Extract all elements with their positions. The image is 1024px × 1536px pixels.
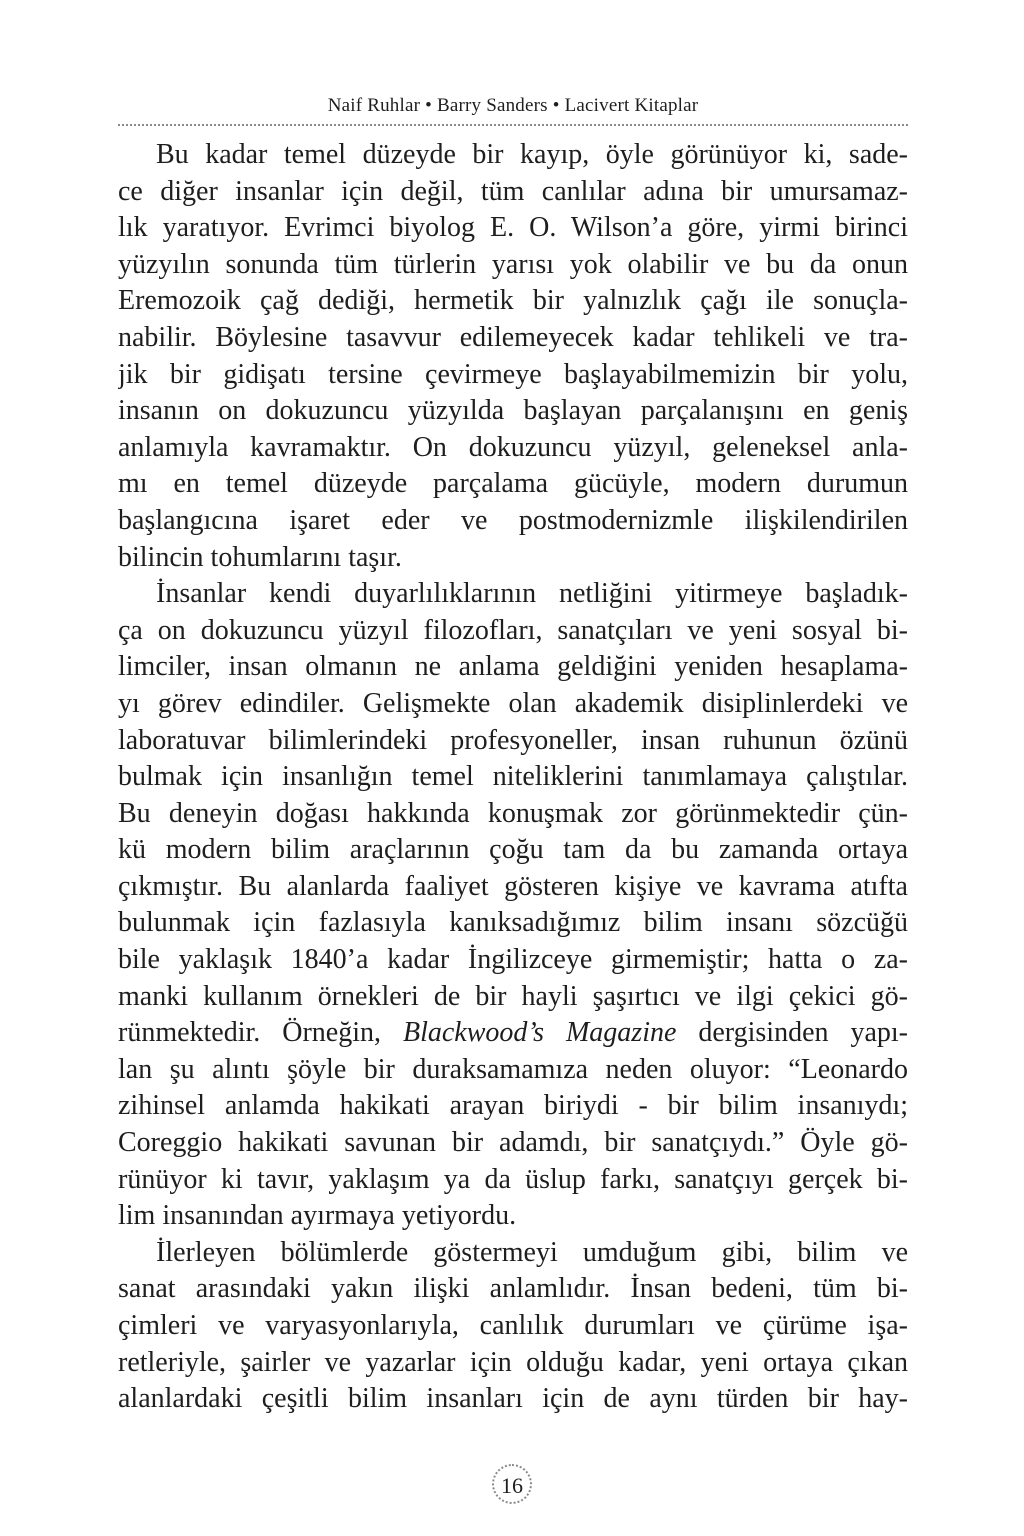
- text-line: kü modern bilim araçlarının çoğu tam da bu zamanda ortaya: [118, 834, 908, 866]
- text-line: [118, 1015, 908, 1052]
- paragraph-2: [118, 576, 908, 1235]
- text-line: nabilir. Böylesine tasavvur edilemeyecek kadar tehlikeli ve tra-: [118, 321, 908, 353]
- text-line: sanat arasındaki yakın ilişki anlamlıdır. İnsan bedeni, tüm bi-: [118, 1273, 908, 1305]
- text-line: Bu kadar temel düzeyde bir kayıp, öyle görünüyor ki, sade-: [156, 139, 908, 170]
- text-line: bilincin tohumlarını taşır.: [118, 541, 402, 573]
- text-line: ce diğer insanlar için değil, tüm canlılar adına bir umursamaz-: [118, 175, 908, 207]
- text-line: jik bir gidişatı tersine çevirmeye başlayabilmemizin bir yolu,: [118, 358, 908, 390]
- text-line: zihinsel anlamda hakikati arayan biriydi - bir bilim insanıydı;: [118, 1090, 908, 1122]
- header-book-title: Naif Ruhlar: [327, 95, 421, 116]
- text-line: bile yaklaşık 1840’a kadar İngilizceye girmemiştir; hatta o za-: [118, 944, 908, 976]
- text-run: rünmektedir. Örneğin,: [118, 1017, 403, 1049]
- text-line: manki kullanım örnekleri de bir hayli şaşırtıcı ve ilgi çekici gö-: [118, 980, 908, 1012]
- text-line: retleriyle, şairler ve yazarlar için olduğu kadar, yeni ortaya çıkan: [118, 1346, 908, 1378]
- text-line: anlamıyla kavramaktır. On dokuzuncu yüzyıl, geleneksel anla-: [118, 431, 908, 463]
- text-line: bulmak için insanlığın temel niteliklerini tanımlamaya çalıştılar.: [118, 761, 908, 793]
- text-line: İlerleyen bölümlerde göstermeyi umduğum gibi, bilim ve: [156, 1236, 908, 1268]
- text-line: yüzyılın sonunda tüm türlerin yarısı yok olabilir ve bu da onun: [118, 248, 908, 280]
- header-separator: •: [425, 95, 432, 116]
- text-line: yı görev edindiler. Gelişmekte olan akademik disiplinlerdeki ve: [118, 687, 908, 719]
- header-author: Barry Sanders: [436, 95, 548, 116]
- running-header: [118, 92, 908, 126]
- text-line: ça on dokuzuncu yüzyıl filozofları, sanatçıları ve yeni sosyal bi-: [118, 614, 908, 646]
- text-line: Eremozoik çağ dediği, hermetik bir yalnızlık çağı ile sonuçla-: [118, 285, 908, 317]
- text-line: çimleri ve varyasyonlarıyla, canlılık durumları ve çürüme işa-: [118, 1310, 908, 1341]
- header-publisher: Lacivert Kitaplar: [564, 95, 699, 116]
- text-line: İnsanlar kendi duyarlılıklarının netliğini yitirmeye başladık-: [156, 578, 908, 610]
- text-line: başlangıcına işaret eder ve postmodernizmle ilişkilendirilen: [118, 504, 908, 536]
- text-run: dergisinden yapı-: [676, 1017, 908, 1049]
- text-line: bulunmak için fazlasıyla kanıksadığımız bilim insanı sözcüğü: [118, 907, 908, 939]
- paragraph-1: [118, 137, 908, 576]
- text-line: lan şu alıntı şöyle bir duraksamamıza neden oluyor: “Leonardo: [118, 1053, 908, 1085]
- text-line: insanın on dokuzuncu yüzyılda başlayan parçalanışını en geniş: [118, 395, 908, 427]
- text-line: limciler, insan olmanın ne anlama geldiğini yeniden hesaplama-: [118, 651, 908, 683]
- text-line: alanlardaki çeşitli bilim insanları için de aynı türden bir hay-: [118, 1383, 908, 1415]
- page-number: 16: [492, 1464, 532, 1504]
- paragraph-3: [118, 1235, 908, 1418]
- text-line: Bu deneyin doğası hakkında konuşmak zor görünmektedir çün-: [118, 797, 908, 829]
- header-separator: •: [552, 95, 560, 116]
- text-line: lık yaratıyor. Evrimci biyolog E. O. Wilson’a göre, yirmi birinci: [118, 212, 908, 244]
- body-text: [118, 137, 908, 1418]
- text-line: Coreggio hakikati savunan bir adamdı, bir sanatçıydı.” Öyle gö-: [118, 1127, 908, 1159]
- text-line: rünüyor ki tavır, yaklaşım ya da üslup farkı, sanatçıyı gerçek bi-: [118, 1163, 908, 1195]
- text-line: lim insanından ayırmaya yetiyordu.: [118, 1200, 517, 1232]
- text-line: mı en temel düzeyde parçalama gücüyle, modern durumun: [118, 468, 908, 500]
- page-footer: [0, 1464, 1024, 1504]
- magazine-title: Blackwood’s Magazine: [402, 1017, 677, 1049]
- text-line: laboratuvar bilimlerindeki profesyoneller, insan ruhunun özünü: [118, 724, 908, 756]
- text-line: çıkmıştır. Bu alanlarda faaliyet gösteren kişiye ve kavrama atıfta: [118, 870, 908, 902]
